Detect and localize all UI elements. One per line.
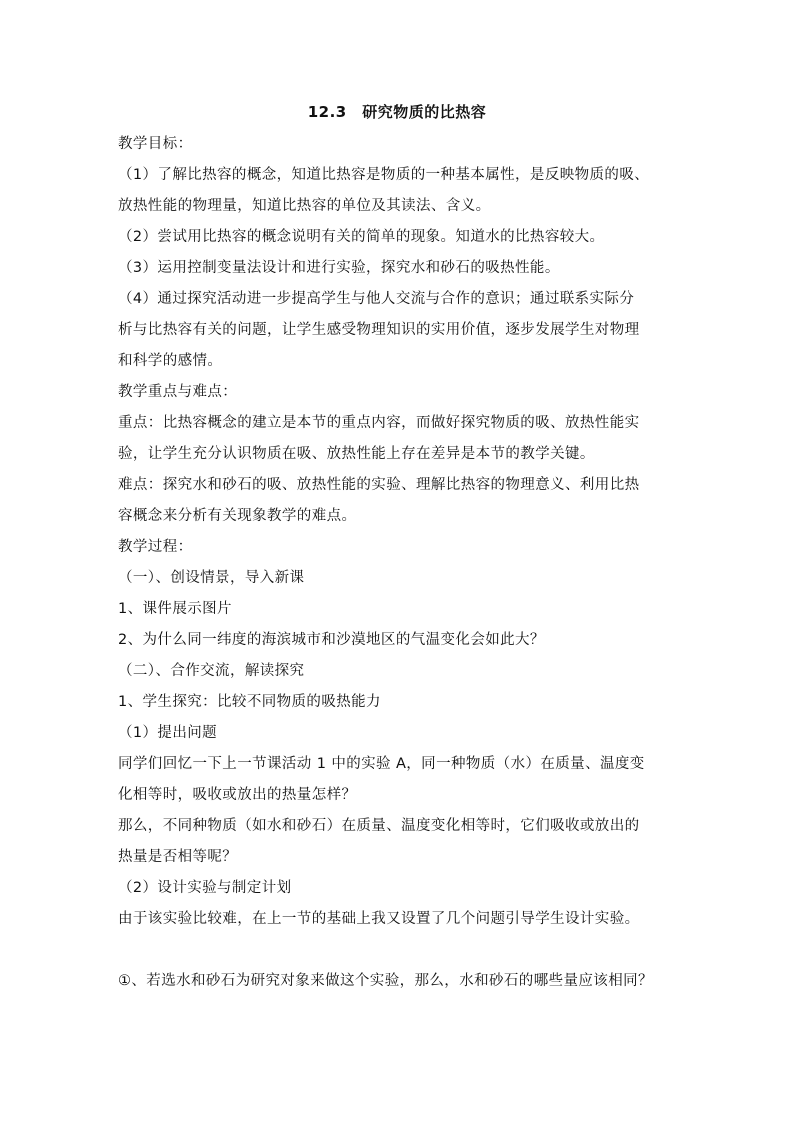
paragraph-line: （2）设计实验与制定计划	[118, 880, 292, 896]
paragraph-line: （1）提出问题	[118, 725, 218, 741]
section-heading-objectives: 教学目标：	[118, 136, 193, 152]
paragraph-line: 验，让学生充分认识物质在吸、放热性能上存在差异是本节的教学关键。	[118, 446, 595, 462]
paragraph-line: 2、为什么同一纬度的海滨城市和沙漠地区的气温变化会如此大？	[118, 632, 545, 648]
paragraph-line: 重点：比热容概念的建立是本节的重点内容，而做好探究物质的吸、放热性能实	[118, 415, 640, 431]
document-body	[118, 129, 680, 997]
paragraph-line: 容概念来分析有关现象教学的难点。	[118, 508, 357, 524]
blank-line	[118, 935, 680, 966]
paragraph-line: 热量是否相等呢？	[118, 849, 238, 865]
paragraph-line: （2）尝试用比热容的概念说明有关的简单的现象。知道水的比热容较大。	[118, 229, 605, 245]
paragraph-line: （二）、合作交流，解读探究	[118, 663, 305, 679]
section-heading-process: 教学过程：	[118, 539, 193, 555]
paragraph-line: （3）运用控制变量法设计和进行实验，探究水和砂石的吸热性能。	[118, 260, 560, 276]
paragraph-line: 1、课件展示图片	[118, 601, 232, 617]
paragraph-line: 和科学的感情。	[118, 353, 223, 369]
paragraph-line: 那么，不同种物质（如水和砂石）在质量、温度变化相等时，它们吸收或放出的	[118, 818, 640, 834]
document-title: 12.3 研究物质的比热容	[307, 103, 487, 121]
paragraph-line: 析与比热容有关的问题，让学生感受物理知识的实用价值，逐步发展学生对物理	[118, 322, 640, 338]
paragraph-line: （1）了解比热容的概念，知道比热容是物质的一种基本属性，是反映物质的吸、	[118, 167, 650, 183]
section-heading-key-points: 教学重点与难点：	[118, 384, 238, 400]
paragraph-line: （4）通过探究活动进一步提高学生与他人交流与合作的意识；通过联系实际分	[118, 291, 635, 307]
paragraph-line: 放热性能的物理量，知道比热容的单位及其读法、含义。	[118, 198, 491, 214]
paragraph-line: 1、学生探究：比较不同物质的吸热能力	[118, 694, 381, 710]
paragraph-line: 化相等时，吸收或放出的热量怎样？	[118, 787, 357, 803]
paragraph-line: 由于该实验比较难，在上一节的基础上我又设置了几个问题引导学生设计实验。	[118, 911, 640, 927]
paragraph-line: 同学们回忆一下上一节课活动 1 中的实验 A，同一种物质（水）在质量、温度变	[118, 756, 645, 772]
paragraph-line: ①、若选水和砂石为研究对象来做这个实验，那么，水和砂石的哪些量应该相同？	[118, 973, 653, 989]
paragraph-line: （一）、创设情景，导入新课	[118, 570, 305, 586]
paragraph-line: 难点：探究水和砂石的吸、放热性能的实验、理解比热容的物理意义、利用比热	[118, 477, 640, 493]
